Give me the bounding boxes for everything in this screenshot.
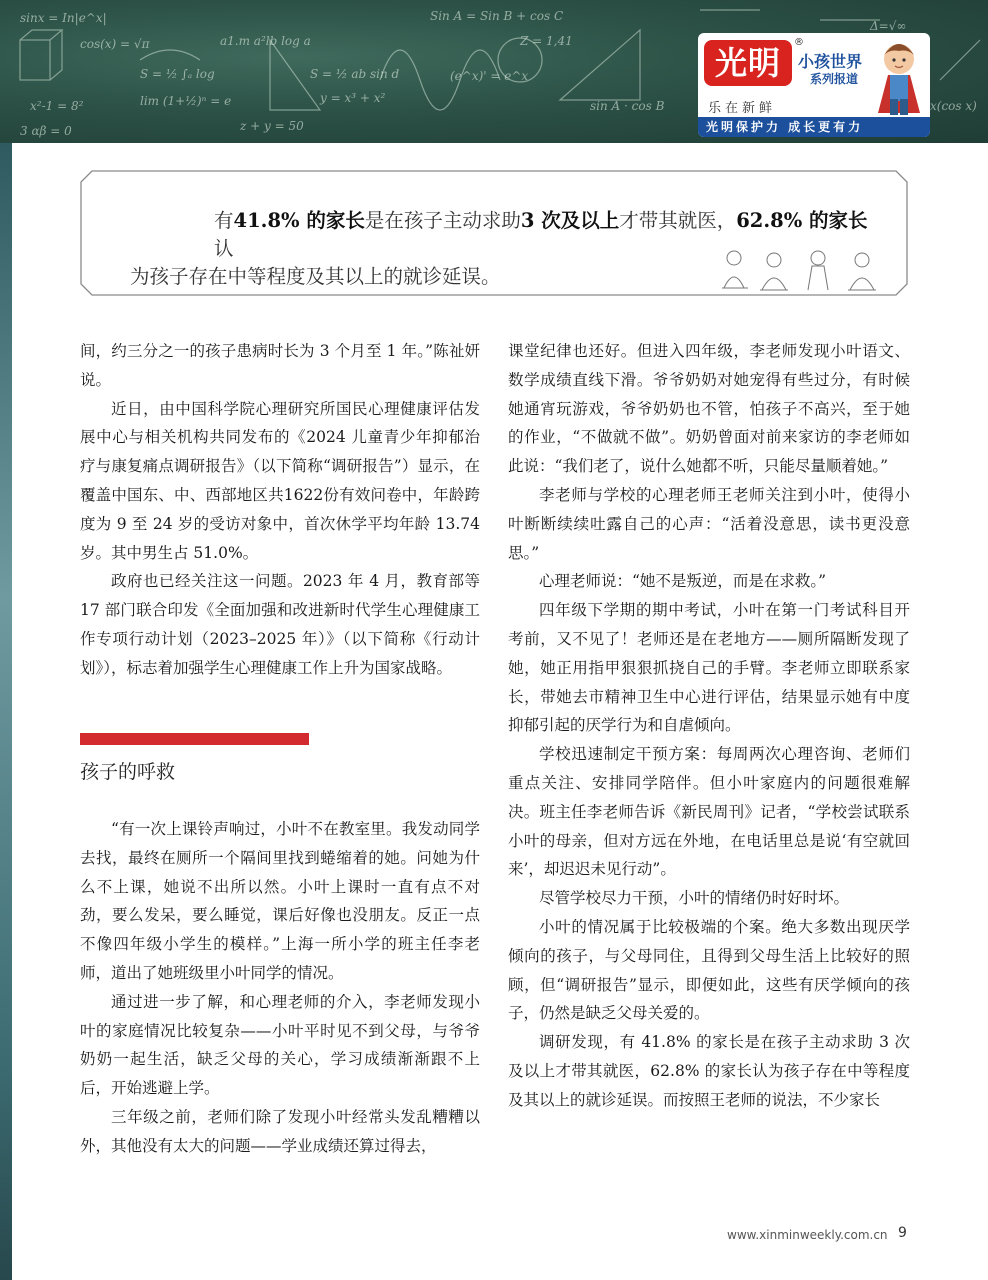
svg-text:Z = 1,41: Z = 1,41	[520, 34, 573, 48]
body-paragraph: “有一次上课铃声响过，小叶不在教室里。我发动同学去找，最终在厕所一个隔间里找到蜷缩着的她。问她为什么不上课，她说不出所以然。小叶上课时一直有点不对劲，要么发呆，要么睡觉，课后好像也没朋友。反正一点不像四年级小学生的模样。”上海一所小学的班主任李老师，道出了她班级里小叶同学的情况。	[80, 820, 480, 982]
quote-text-segment: 是在孩子主动求助	[364, 209, 521, 232]
section-divider-bar	[80, 733, 309, 745]
sitting-children-sketch-icon	[716, 248, 896, 294]
left-column-bottom	[80, 815, 480, 1161]
svg-text:x(cos x): x(cos x)	[930, 99, 977, 113]
svg-text:y = x³ + x²: y = x³ + x²	[320, 91, 386, 105]
brand-series-title: 小孩世界	[798, 52, 863, 71]
registered-mark: ®	[794, 37, 804, 48]
pull-quote-box	[80, 170, 908, 296]
body-paragraph: 通过进一步了解，和心理老师的介入，李老师发现小叶的家庭情况比较复杂——小叶平时见不到父母，与爷爷奶奶一起生活，缺乏父母的关心，学习成绩渐渐跟不上后，开始逃避上学。	[80, 992, 480, 1098]
body-paragraph: 政府也已经关注这一问题。2023 年 4 月，教育部等 17 部门联合印发《全面加强和改进新时代学生心理健康工作专项行动计划（2023–2025 年）》（以下简称《行动计划》），标志着加强学生心理健康工作上升为国家战略。	[80, 572, 480, 677]
svg-text:S = ½ ∫ₐ log: S = ½ ∫ₐ log	[140, 67, 215, 81]
body-paragraph: 调研发现，有 41.8% 的家长是在孩子主动求助 3 次及以上才带其就医，62.8% 的家长认为孩子存在中等程度及其以上的就诊延误。而按照王老师的说法，不少家长	[508, 1033, 910, 1109]
body-paragraph: 心理老师说：“她不是叛逆，而是在求救。”	[539, 572, 827, 591]
svg-text:Δ=√∞: Δ=√∞	[870, 19, 907, 33]
body-paragraph: 课堂纪律也还好。但进入四年级，李老师发现小叶语文、数学成绩直线下滑。爷爷奶奶对她宠得有些过分，有时候她通宵玩游戏，爷爷奶奶也不管，怕孩子不高兴，至于她的作业，“不做就不做”。奶奶曾面对前来家访的李老师如此说：“我们老了，说什么她都不听，只能尽量顺着她。”	[508, 342, 910, 476]
body-paragraph: 间，约三分之一的孩子患病时长为 3 个月至 1 年。”陈祉妍说。	[80, 342, 480, 389]
pull-quote-line-2: 为孩子存在中等程度及其以上的就诊延误。	[130, 265, 501, 288]
brand-slogan-bar: 光明保护力 成长更有力	[698, 117, 930, 137]
page-number: 9	[898, 1225, 907, 1241]
svg-text:S = ½ ab sin d: S = ½ ab sin d	[310, 67, 400, 81]
svg-text:Sin A = Sin B + cos C: Sin A = Sin B + cos C	[430, 9, 564, 23]
body-paragraph: 近日，由中国科学院心理研究所国民心理健康评估发展中心与相关机构共同发布的《2024 儿童青少年抑郁治疗与康复痛点调研报告》（以下简称“调研报告”）显示，在覆盖中国东、中、西部地区共1622份有效问卷中，年龄跨度为 9 至 24 岁的受访对象中，首次休学平均年龄 13.74 岁。其中男生占 51.0%。	[80, 399, 480, 562]
brand-logo: 光明	[704, 40, 792, 86]
svg-text:z + y = 50: z + y = 50	[240, 119, 304, 133]
brand-series-subtitle: 系列报道	[810, 72, 859, 86]
quote-text-segment: 有	[214, 209, 234, 232]
body-paragraph: 学校迅速制定干预方案：每周两次心理咨询、老师们重点关注、安排同学陪伴。但小叶家庭内的问题很难解决。班主任李老师告诉《新民周刊》记者，“学校尝试联系小叶的母亲，但对方远在外地，在电话里总是说‘有空就回来’，却迟迟未见行动”。	[508, 745, 910, 879]
svg-text:lim (1+½)ⁿ = e: lim (1+½)ⁿ = e	[140, 94, 232, 108]
body-paragraph: 尽管学校尽力干预，小叶的情绪仍时好时坏。	[539, 889, 850, 908]
svg-text:sin A · cos B: sin A · cos B	[590, 99, 665, 113]
quote-highlight: 41.8% 的家长	[233, 209, 365, 232]
section-heading: 孩子的呼救	[80, 761, 176, 783]
boy-mascot-icon	[870, 35, 928, 117]
svg-text:(e^x)' = e^x: (e^x)' = e^x	[450, 69, 529, 83]
svg-text:cos(x) = √π: cos(x) = √π	[80, 37, 150, 51]
body-paragraph: 四年级下学期的期中考试，小叶在第一门考试科目开考前，又不见了！老师还是在老地方——厕所隔断发现了她，她正用指甲狠狠抓挠自己的手臂。李老师立即联系家长，带她去市精神卫生中心进行评估，结果显示她有中度抑郁引起的厌学行为和自虐倾向。	[508, 601, 910, 735]
body-paragraph: 李老师与学校的心理老师王老师关注到小叶，使得小叶断断续续吐露自己的心声：“活着没意思，读书更没意思。”	[508, 485, 910, 562]
svg-text:3 αβ = 0: 3 αβ = 0	[20, 124, 72, 138]
svg-text:a1.m a²lb log a: a1.m a²lb log a	[220, 34, 311, 48]
quote-text-segment: 认	[214, 237, 234, 260]
brand-badge	[698, 33, 930, 137]
left-edge-strip	[0, 143, 12, 1280]
body-paragraph: 三年级之前，老师们除了发现小叶经常头发乱糟糟以外，其他没有太大的问题——学业成绩还算过得去，	[80, 1107, 480, 1155]
brand-slogan: 乐在新鲜	[708, 101, 777, 116]
right-column	[508, 337, 910, 1115]
quote-highlight: 3 次及以上	[520, 209, 620, 232]
svg-text:x²-1 = 8²: x²-1 = 8²	[30, 99, 84, 113]
quote-highlight: 62.8% 的家长	[736, 209, 868, 232]
footer-website-url: www.xinminweekly.com.cn	[727, 1228, 888, 1242]
svg-text:sinx = In|e^x|: sinx = In|e^x|	[20, 11, 107, 25]
body-paragraph: 小叶的情况属于比较极端的个案。绝大多数出现厌学倾向的孩子，与父母同住，且得到父母生活上比较好的照顾，但“调研报告”显示，即便如此，这些有厌学倾向的孩子，仍然是缺乏父母关爱的。	[508, 917, 910, 1023]
quote-text-segment: 才带其就医，	[619, 209, 737, 232]
left-column-top	[80, 337, 480, 683]
